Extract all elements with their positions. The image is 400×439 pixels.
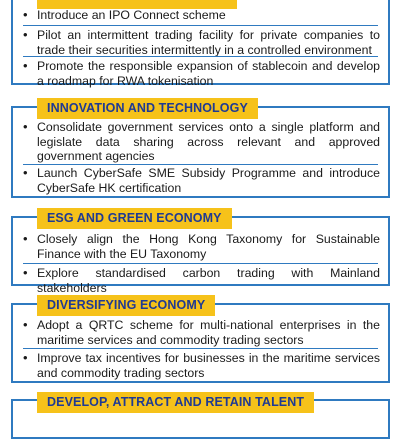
section-box-2 [11,101,390,198]
list-item: • Pilot an intermittent trading facility for private companies to trade their securities intermittently in a controlled environment [23,27,380,57]
section-box-3 [11,211,390,295]
item-divider [23,164,378,165]
bullet-icon: • [23,317,28,332]
section-box-4 [11,298,390,383]
item-divider [23,25,378,26]
section-box-1 [11,0,390,88]
bullet-icon: • [23,265,28,280]
bullet-icon: • [23,27,28,42]
item-divider [23,56,378,57]
bullet-icon: • [23,165,28,180]
list-item: • Promote the responsible expansion of stablecoin and develop a roadmap for RWA tokenisation [23,58,380,88]
item-divider [23,348,378,349]
list-item: • Closely align the Hong Kong Taxonomy for Sustainable Finance with the EU Taxonomy [23,231,380,261]
bullet-icon: • [23,58,28,73]
bullet-icon: • [23,119,28,134]
list-item: • Consolidate government services onto a single platform and legislate data sharing across relevant and approved government agencies [23,119,380,164]
list-item: • Explore standardised carbon trading with Mainland stakeholders [23,265,380,295]
bullet-icon: • [23,231,28,246]
section-box-5 [11,395,390,439]
section-heading: ESG AND GREEN ECONOMY [37,208,232,229]
list-item: • Launch CyberSafe SME Subsidy Programme and introduce CyberSafe HK certification [23,165,380,195]
bullet-icon: • [23,7,28,22]
list-item: • Adopt a QRTC scheme for multi-national enterprises in the maritime services and commodity trading sectors [23,317,380,347]
section-heading: DEVELOP, ATTRACT AND RETAIN TALENT [37,392,314,413]
bullet-icon: • [23,350,28,365]
list-item: • Introduce an IPO Connect scheme [23,7,226,22]
section-heading: INNOVATION AND TECHNOLOGY [37,98,258,119]
item-divider [23,263,378,264]
list-item: • Improve tax incentives for businesses in the maritime services and commodity trading sectors [23,350,380,380]
section-heading: DIVERSIFYING ECONOMY [37,295,215,316]
